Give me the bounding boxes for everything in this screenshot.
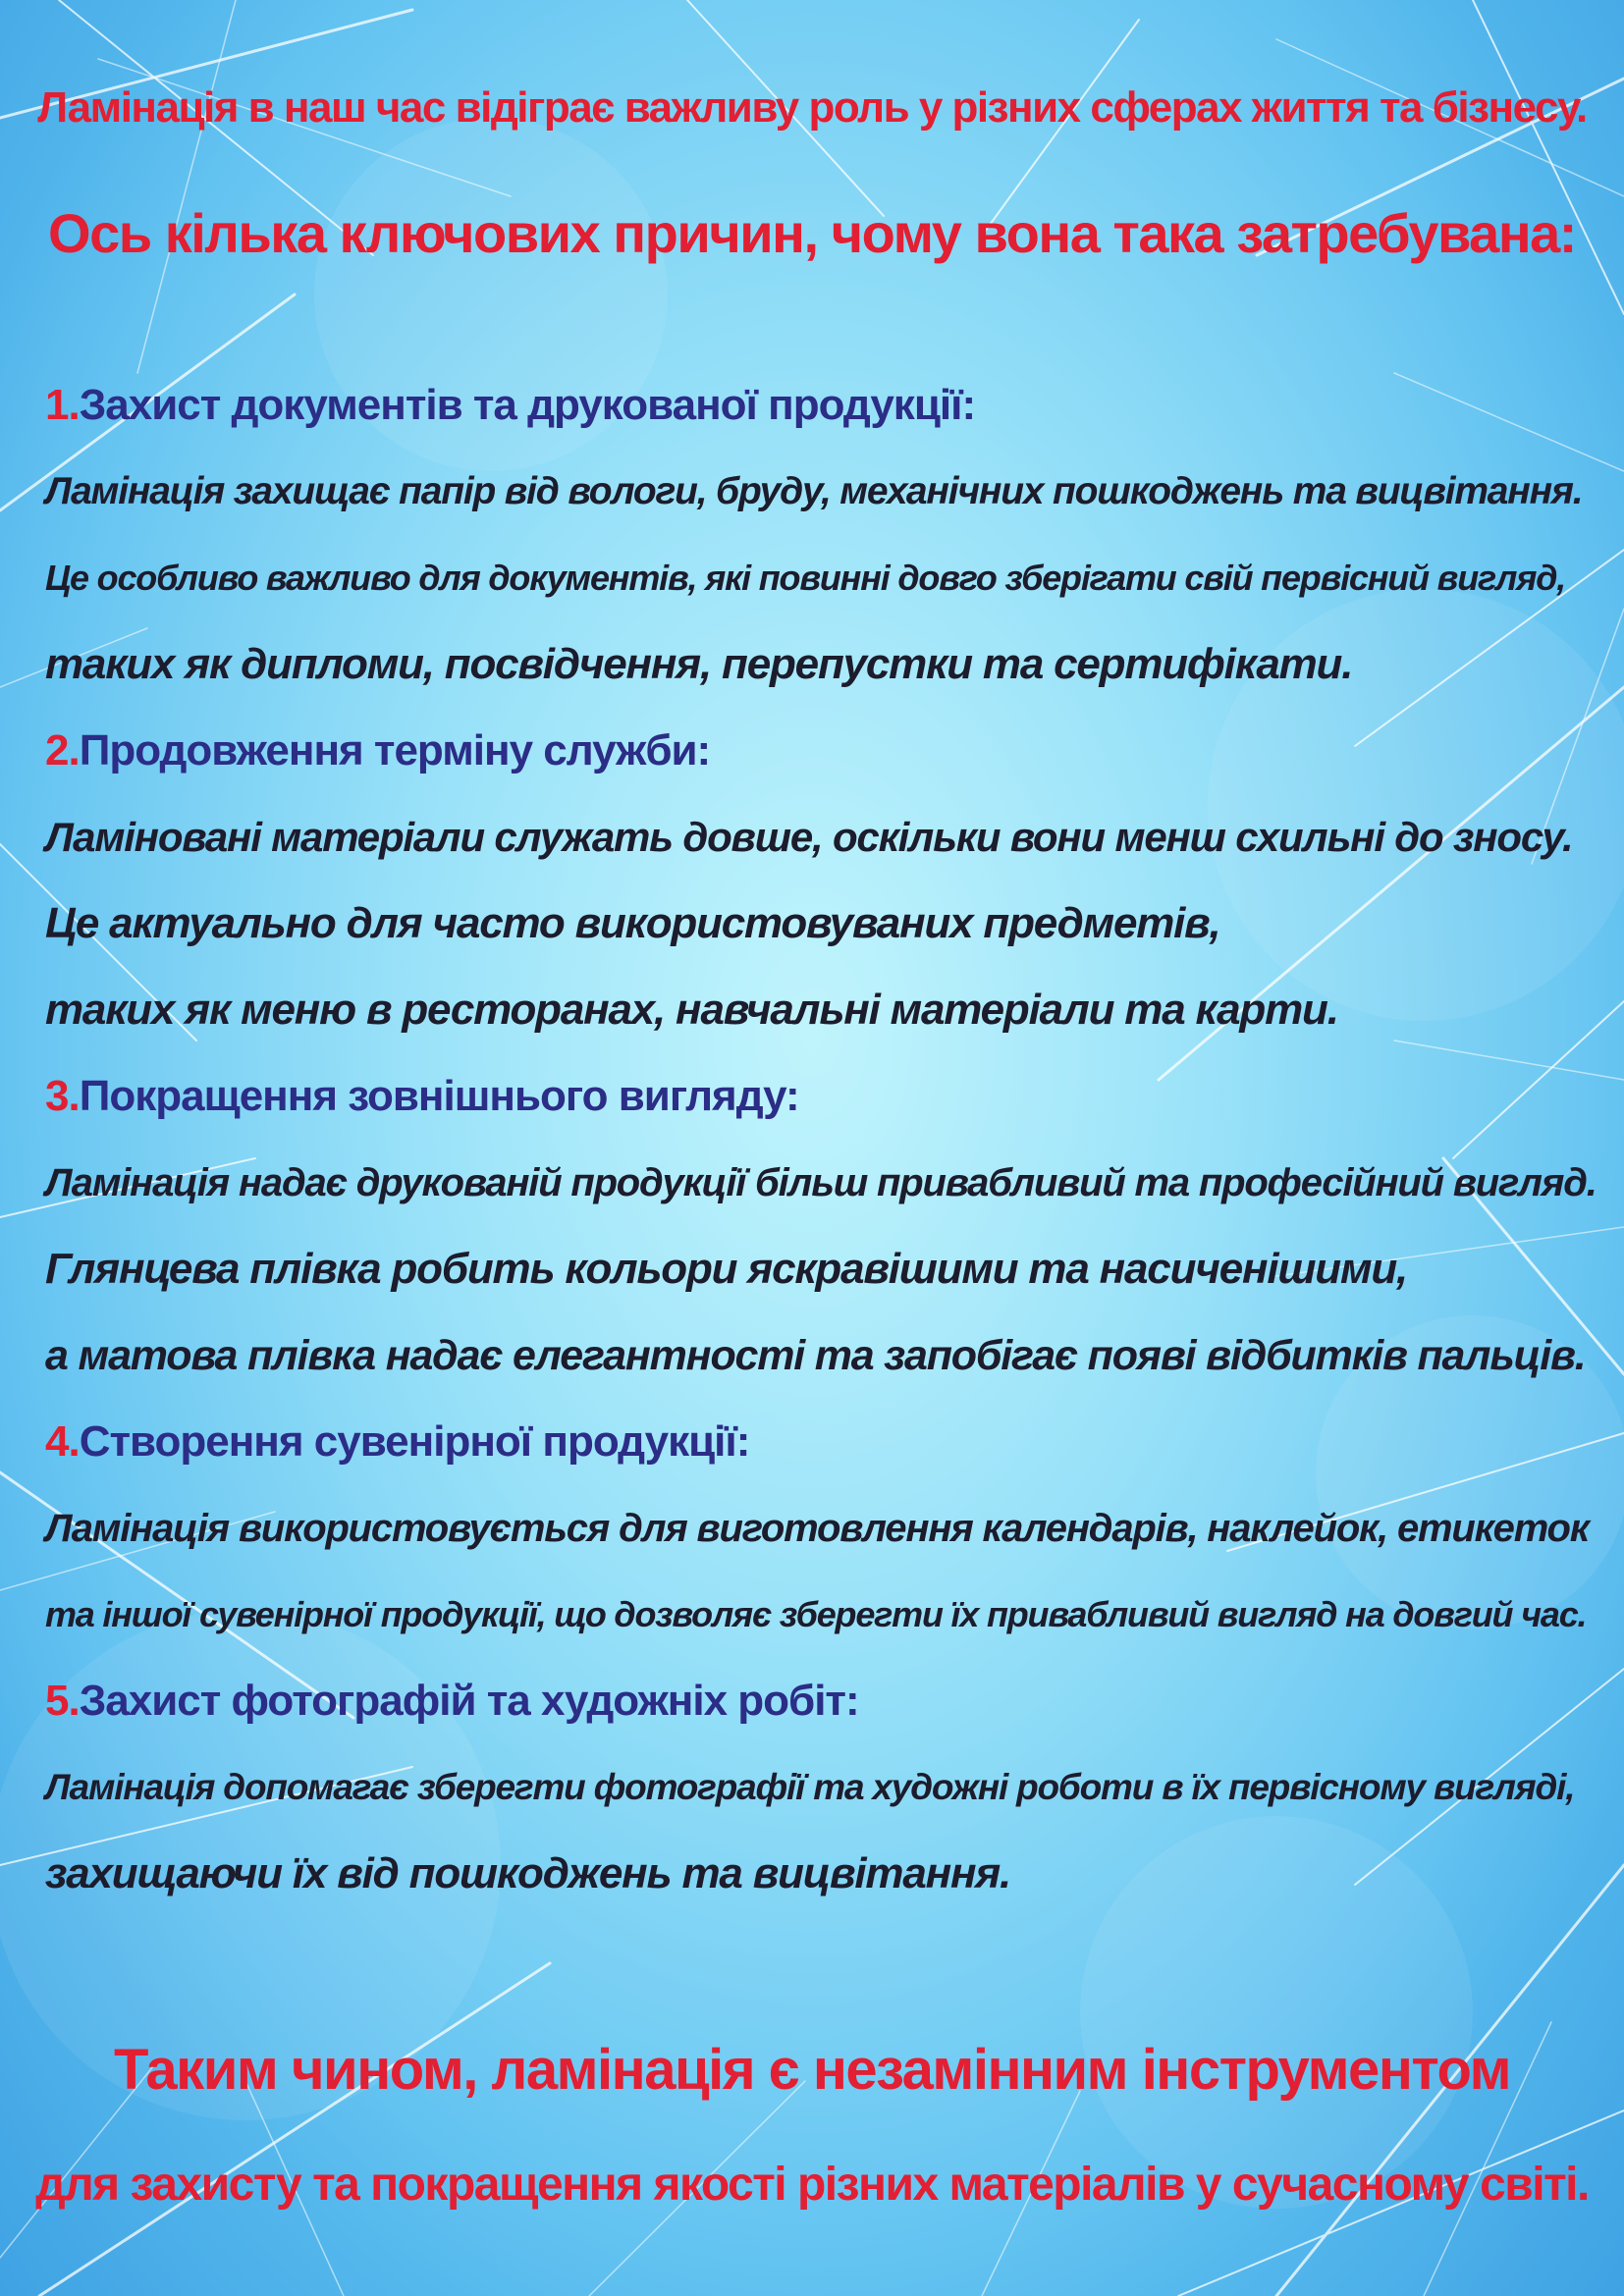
reason-heading [45, 1062, 1597, 1148]
conclusion-line-2: для захисту та покращення якості різних матеріалів у сучасному світі. [35, 2159, 1589, 2211]
reason-title: Створення сувенірної продукції: [79, 1417, 750, 1466]
reason-5 [45, 1667, 1597, 1926]
reason-text-line: захищаючи їх від пошкоджень та вицвітання. [45, 1849, 1011, 1897]
reason-text-line: Ламіновані матеріали служать довше, оскільки вони менш схильні до зносу. [45, 814, 1573, 860]
reason-number: 1. [45, 381, 80, 429]
reason-heading [45, 1667, 1597, 1753]
reason-1 [45, 371, 1597, 717]
reason-number: 4. [45, 1417, 80, 1466]
reason-text-line: Ламінація захищає папір від вологи, бруду, механічних пошкоджень та вицвітання. [45, 470, 1583, 512]
reason-2 [45, 717, 1597, 1062]
reason-text-line: таких як дипломи, посвідчення, перепустки та сертифікати. [45, 640, 1353, 688]
reason-title: Захист документів та друкованої продукції: [79, 381, 976, 429]
reason-text-line: Це особливо важливо для документів, які повинні довго зберігати свій первісний вигляд, [45, 558, 1566, 598]
reason-text-line: Глянцева плівка робить кольори яскравішими та насиченішими, [45, 1245, 1408, 1293]
reason-title: Захист фотографій та художніх робіт: [79, 1677, 859, 1725]
reason-number: 2. [45, 726, 80, 774]
reason-heading [45, 1408, 1597, 1494]
reason-number: 5. [45, 1677, 80, 1725]
reason-text-line: Ламінація використовується для виготовлення календарів, наклейок, етикеток [45, 1507, 1589, 1550]
reason-title: Продовження терміну служби: [79, 726, 711, 774]
reason-text-line: та іншої сувенірної продукції, що дозволяє зберегти їх привабливий вигляд на довгий час. [45, 1594, 1587, 1634]
title-line-2: Ось кілька ключових причин, чому вона така затребувана: [48, 202, 1576, 264]
title-line-1: Ламінація в наш час відіграє важливу роль у різних сферах життя та бізнесу. [37, 83, 1587, 132]
reason-heading [45, 371, 1597, 457]
reason-title: Покращення зовнішнього вигляду: [79, 1072, 799, 1120]
reason-heading [45, 717, 1597, 803]
reason-number: 3. [45, 1072, 80, 1120]
reason-text-line: Ламінація допомагає зберегти фотографії та художні роботи в їх первісному вигляді, [45, 1767, 1575, 1807]
reason-text-line: таких як меню в ресторанах, навчальні матеріали та карти. [45, 986, 1338, 1034]
conclusion-line-1: Таким чином, ламінація є незамінним інструментом [113, 2038, 1511, 2102]
reason-4 [45, 1408, 1597, 1667]
reasons-list [45, 371, 1597, 1926]
reason-text-line: а матова плівка надає елегантності та запобігає появі відбитків пальців. [45, 1332, 1586, 1379]
reason-text-line: Це актуально для часто використовуваних предметів, [45, 899, 1220, 947]
reason-3 [45, 1062, 1597, 1408]
reason-text-line: Ламінація надає друкованій продукції більш привабливий та професійний вигляд. [45, 1161, 1597, 1204]
